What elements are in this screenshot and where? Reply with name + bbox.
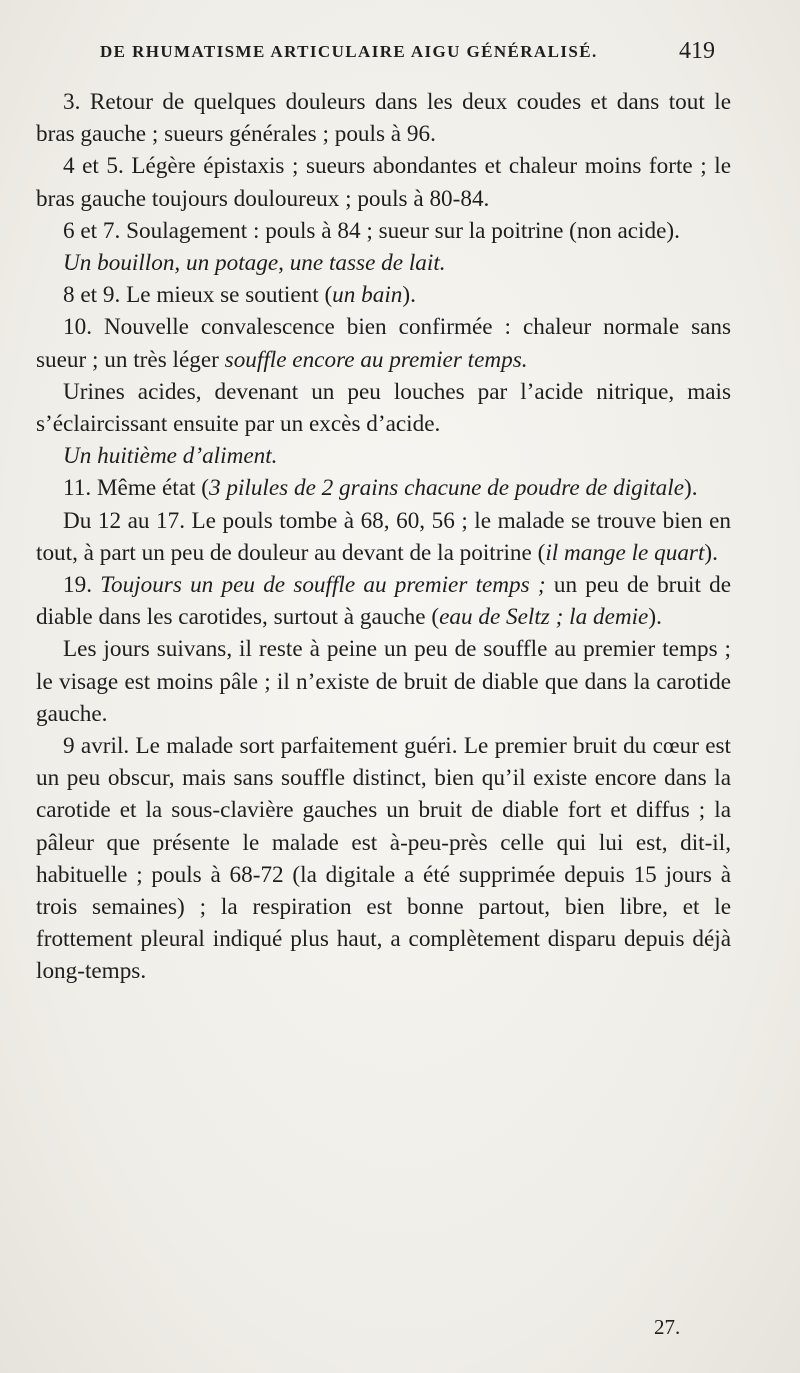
paragraph [36,730,731,988]
page-number: 419 [679,38,715,64]
paragraph [36,569,731,633]
text-run: ). [402,282,416,309]
printer-signature: 27. [654,1315,681,1339]
italic-text: souffle encore au premier temps. [224,346,528,373]
text-run: 4 et 5. Légère épistaxis ; sueurs abondantes et chaleur moins forte ; le bras gauche toujours douloureux ; pouls à 80-84. [36,153,731,212]
text-run: 9 avril. Le malade sort parfaitement guéri. Le premier bruit du cœur est un peu obscur, mais sans souffle distinct, bien qu’il existe encore dans la carotide et la sous-clavière gauches un bruit de diable fort et diffus ; la pâleur que présente le malade est à-peu-près celle qui lui est, dit-il, habituelle ; pouls à 68-72 (la digitale a été supprimée depuis 15 jours à trois semaines) ; la respiration est bonne partout, bien libre, et le frottement pleural indiqué plus haut, a complètement disparu depuis déjà long-temps. [36,733,731,985]
text-run: un peu de bruit de diable dans les carotides, surtout à gauche ( [36,572,732,631]
text-run: Du 12 au 17. Le pouls tombe à 68, 60, 56 ; le malade se trouve bien en tout, à part un peu de douleur au devant de la poitrine ( [36,507,731,566]
text-run: Les jours suivans, il reste à peine un peu de souffle au premier temps ; le visage est moins pâle ; il n’existe de bruit de diable que dans la carotide gauche. [36,636,731,727]
paragraph [36,505,731,569]
italic-text: un bain [332,282,403,309]
text-run: 3. Retour de quelques douleurs dans les deux coudes et dans tout le bras gauche ; sueurs générales ; pouls à 96. [36,89,731,148]
italic-text: Un bouillon, un potage, une tasse de lait. [63,250,446,277]
text-run: ). [648,604,662,631]
paragraph [36,311,731,375]
body-text [36,86,731,988]
paragraph [36,86,731,150]
text-run: 11. Même état ( [63,475,209,502]
paragraph [36,472,731,504]
text-run: Urines acides, devenant un peu louches par l’acide nitrique, mais s’éclaircissant ensuite par un excès d’acide. [36,378,731,438]
text-run: ). [704,539,718,566]
italic-text: eau de Seltz ; la demie [439,604,649,631]
page-header [100,38,715,68]
paragraph [36,247,731,279]
text-run: ). [684,475,698,502]
paragraph [36,150,731,214]
text-run: 19. [63,572,101,599]
text-run: 8 et 9. Le mieux se soutient ( [63,282,333,309]
paragraph [36,376,731,440]
paragraph [36,279,731,311]
paragraph [36,215,731,247]
italic-text: Toujours un peu de souffle au premier temps ; [100,572,546,599]
italic-text: Un huitième d’aliment. [63,443,278,470]
italic-text: il mange le quart [545,539,705,566]
text-run: 10. Nouvelle convalescence bien confirmée : chaleur normale sans sueur ; un très léger [36,314,731,373]
italic-text: 3 pilules de 2 grains chacune de poudre de digitale [208,475,684,502]
paragraph [36,633,731,730]
running-head: DE RHUMATISME ARTICULAIRE AIGU GÉNÉRALISÉ. [100,42,598,61]
text-run: 6 et 7. Soulagement : pouls à 84 ; sueur sur la poitrine (non acide). [63,217,680,244]
paragraph [36,440,731,472]
